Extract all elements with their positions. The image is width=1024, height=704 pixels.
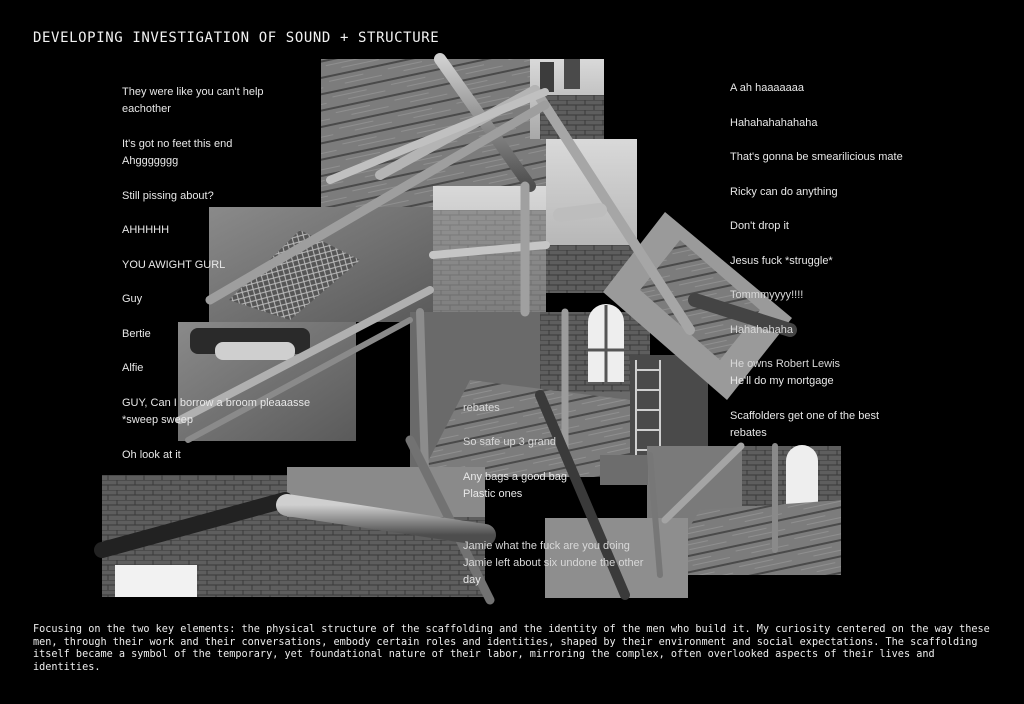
photo-tile-building-deck <box>410 304 650 477</box>
quote-line: It's got no feet this end <box>122 138 233 150</box>
quote-line: Ahggggggg <box>122 155 179 167</box>
quote-line: GUY, Can I borrow a broom pleaaasse <box>122 397 311 409</box>
quote-line: Alfie <box>122 362 144 374</box>
quote-line: Guy <box>122 293 143 305</box>
quote-line: So safe up 3 grand <box>463 436 556 448</box>
quote-line: They were like you can't help <box>122 86 264 98</box>
quote-line: Jamie left about six undone the other <box>463 557 644 569</box>
page-title: DEVELOPING INVESTIGATION OF SOUND + STRUCTURE <box>33 30 440 46</box>
quote-line: Hahahahaha <box>730 324 794 336</box>
quote-line: Hahahahahahaha <box>730 117 818 129</box>
quote-line: *sweep sweep <box>122 414 193 426</box>
quote-line: A ah haaaaaaa <box>730 82 805 94</box>
quote-line: Any bags a good bag <box>463 471 567 483</box>
quote-line: day <box>463 574 481 586</box>
quote-line: rebates <box>463 402 500 414</box>
quote-line: Jesus fuck *struggle* <box>730 255 833 267</box>
quote-line: Bertie <box>122 328 151 340</box>
quote-line: That's gonna be smearilicious mate <box>730 151 903 163</box>
quote-line: YOU AWIGHT GURL <box>122 259 226 271</box>
quote-line: He owns Robert Lewis <box>730 358 841 370</box>
quote-line: Oh look at it <box>122 449 181 461</box>
quote-line: AHHHHH <box>122 224 170 236</box>
quote-line: He'll do my mortgage <box>730 375 834 387</box>
quote-line: Don't drop it <box>730 220 789 232</box>
caption-paragraph: Focusing on the two key elements: the physical structure of the scaffolding and the identity of the men who build it. My curiosity centered on the way these men, through their work and their conversations, embody certain roles and identities, shaped by their environment and social expectations. The scaffolding itself became a symbol of the temporary, yet foundational nature of their labor, mirroring the complex, often overlooked aspects of their lives and identities. <box>33 624 990 673</box>
quote-line: Plastic ones <box>463 488 523 500</box>
quote-line: Scaffolders get one of the best <box>730 410 880 422</box>
quote-line: Still pissing about? <box>122 190 214 202</box>
quote-line: Tommmyyyy!!!! <box>730 289 804 301</box>
quote-line: Ricky can do anything <box>730 186 838 198</box>
quote-line: Jamie what the fuck are you doing <box>463 540 630 552</box>
quote-line: eachother <box>122 103 171 115</box>
quote-line: rebates <box>730 427 767 439</box>
